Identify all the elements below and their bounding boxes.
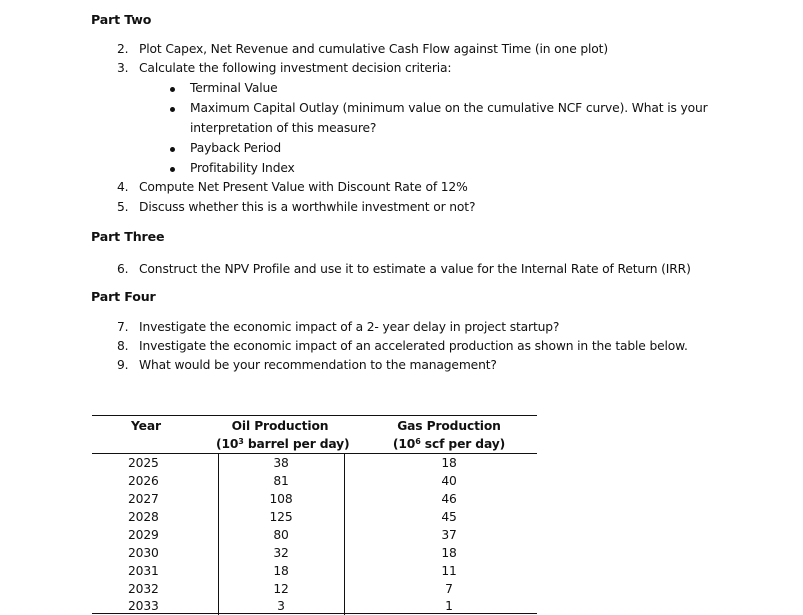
cell-oil: 12 bbox=[273, 582, 289, 596]
part-two-heading: Part Two bbox=[91, 12, 152, 27]
question-7-text: Investigate the economic impact of a 2- year delay in project startup? bbox=[139, 320, 560, 334]
cell-oil: 80 bbox=[273, 528, 289, 542]
oil-production-unit bbox=[216, 437, 350, 451]
gas-production-unit bbox=[390, 437, 508, 451]
cell-year: 2032 bbox=[128, 582, 159, 596]
table-column-divider-1 bbox=[218, 454, 219, 615]
question-6-number: 6. bbox=[117, 262, 129, 276]
bullet-icon bbox=[170, 107, 175, 112]
cell-oil: 18 bbox=[273, 564, 289, 578]
gas-unit-exponent: 6 bbox=[415, 437, 421, 446]
question-2 bbox=[117, 42, 608, 56]
cell-year: 2026 bbox=[128, 474, 159, 488]
cell-gas: 7 bbox=[445, 582, 453, 596]
cell-oil: 32 bbox=[273, 546, 289, 560]
bullet-icon bbox=[170, 147, 175, 152]
cell-gas: 40 bbox=[441, 474, 457, 488]
question-3 bbox=[117, 61, 451, 75]
cell-gas: 37 bbox=[441, 528, 457, 542]
question-9-text: What would be your recommendation to the management? bbox=[139, 358, 497, 372]
question-2-number: 2. bbox=[117, 42, 129, 56]
oil-production-header: Oil Production bbox=[231, 419, 329, 433]
question-5-text: Discuss whether this is a worthwhile investment or not? bbox=[139, 200, 476, 214]
cell-gas: 46 bbox=[441, 492, 457, 506]
cell-oil: 125 bbox=[269, 510, 293, 524]
cell-year: 2033 bbox=[128, 599, 159, 613]
question-5-number: 5. bbox=[117, 200, 129, 214]
cell-year: 2029 bbox=[128, 528, 159, 542]
part-four-heading: Part Four bbox=[91, 289, 156, 304]
question-7-number: 7. bbox=[117, 320, 129, 334]
bullet-maximum-capital-outlay-continuation: interpretation of this measure? bbox=[190, 121, 377, 135]
cell-year: 2030 bbox=[128, 546, 159, 560]
table-bottom-rule bbox=[92, 613, 537, 614]
cell-gas: 18 bbox=[441, 456, 457, 470]
question-2-text: Plot Capex, Net Revenue and cumulative Cash Flow against Time (in one plot) bbox=[139, 42, 608, 56]
cell-year: 2031 bbox=[128, 564, 159, 578]
cell-gas: 45 bbox=[441, 510, 457, 524]
oil-unit-suffix: barrel per day) bbox=[243, 437, 350, 451]
gas-unit-prefix: (10 bbox=[392, 437, 416, 451]
bullet-maximum-capital-outlay: Maximum Capital Outlay (minimum value on the cumulative NCF curve). What is your bbox=[190, 101, 708, 115]
question-6 bbox=[117, 262, 691, 276]
question-3-number: 3. bbox=[117, 61, 129, 75]
oil-unit-prefix: (10 bbox=[216, 437, 239, 451]
question-4 bbox=[117, 180, 468, 194]
bullet-terminal-value: Terminal Value bbox=[190, 81, 278, 95]
cell-gas: 18 bbox=[441, 546, 457, 560]
cell-gas: 1 bbox=[445, 599, 453, 613]
gas-unit-suffix: scf per day) bbox=[420, 437, 506, 451]
bullet-profitability-index: Profitability Index bbox=[190, 161, 295, 175]
question-4-text: Compute Net Present Value with Discount Rate of 12% bbox=[139, 180, 468, 194]
question-5 bbox=[117, 200, 475, 214]
question-7 bbox=[117, 320, 559, 334]
cell-oil: 108 bbox=[269, 492, 293, 506]
question-9-number: 9. bbox=[117, 358, 129, 372]
cell-oil: 81 bbox=[273, 474, 289, 488]
gas-production-header: Gas Production bbox=[397, 419, 501, 433]
question-8 bbox=[117, 339, 688, 353]
bullet-icon bbox=[170, 167, 175, 172]
bullet-payback-period: Payback Period bbox=[190, 141, 282, 155]
cell-year: 2027 bbox=[128, 492, 159, 506]
question-6-text: Construct the NPV Profile and use it to estimate a value for the Internal Rate of Return (IRR) bbox=[139, 262, 691, 276]
cell-oil: 3 bbox=[277, 599, 285, 613]
question-8-text: Investigate the economic impact of an accelerated production as shown in the table below. bbox=[139, 339, 688, 353]
question-8-number: 8. bbox=[117, 339, 129, 353]
cell-year: 2028 bbox=[128, 510, 159, 524]
table-header-rule bbox=[92, 453, 537, 454]
table-column-divider-2 bbox=[344, 454, 345, 615]
table-top-rule bbox=[92, 415, 537, 416]
part-three-heading: Part Three bbox=[91, 229, 165, 244]
year-header: Year bbox=[131, 419, 161, 433]
cell-year: 2025 bbox=[128, 456, 159, 470]
question-3-text: Calculate the following investment decision criteria: bbox=[139, 61, 452, 75]
question-9 bbox=[117, 358, 497, 372]
cell-oil: 38 bbox=[273, 456, 289, 470]
oil-unit-exponent: 3 bbox=[238, 437, 244, 446]
question-4-number: 4. bbox=[117, 180, 129, 194]
bullet-icon bbox=[170, 87, 175, 92]
cell-gas: 11 bbox=[441, 564, 457, 578]
